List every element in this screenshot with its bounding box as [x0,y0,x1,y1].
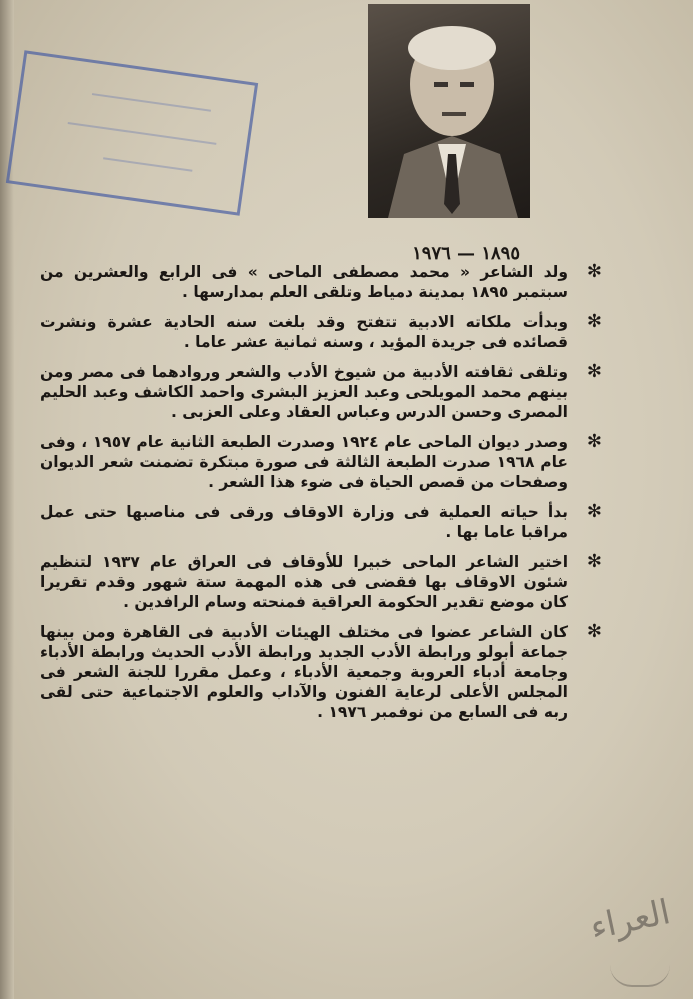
bio-item [40,501,602,542]
bio-text: كان الشاعر عضوا فى مختلف الهيئات الأدبية فى القاهرة ومن بينها جماعة أبولو ورابطة الأدب الجديد ورابطة الأدب الحديث ورابطة الأدباء وجامعة أدباء العروبة وجمعية الأدباء ، وعمل مقررا للجنة الشعر فى المجلس الأعلى لرعاية الفنون والآداب والعلوم الاجتماعية حتى لقى ربه فى السابع من نوفمبر ١٩٧٦ . [40,623,568,721]
asterisk-icon: ✻ [586,621,602,642]
handwritten-note: العراء [586,892,674,948]
bio-text: اختير الشاعر الماحى خبيرا للأوقاف فى العراق عام ١٩٣٧ لتنظيم شئون الاوقاف بها فقضى فى هذه المهمة ستة شهور وقدم تقريرا كان موضع تقدير الحكومة العراقية فمنحته وسام الرافدين . [40,553,569,611]
biography [40,261,602,732]
bio-text: وتلقى ثقافته الأدبية من شيوخ الأدب والشعر وروادهما فى مصر ومن بينهم محمد المويلحى وعبد العزيز البشرى واحمد الكاشف وعبد الحليم المصرى وحسن الدرس وعباس العقاد وعلى العزبى . [40,363,568,421]
bio-item [40,311,602,352]
bio-item [40,261,602,302]
bio-text: وبدأت ملكاته الادبية تتفتح وقد بلغت سنه الحادية عشرة ونشرت قصائده فى جريدة المؤيد ، وسنه ثمانية عشر عاما . [40,313,568,351]
library-stamp [6,50,258,216]
bio-item [40,621,602,722]
years-heading: ١٨٩٥ — ١٩٧٦ [412,243,520,264]
portrait-photo [368,4,530,218]
bio-item [40,361,602,422]
handwritten-mark [610,965,670,987]
bio-item [40,551,602,612]
bio-item [40,431,602,492]
bio-text: وصدر ديوان الماحى عام ١٩٢٤ وصدرت الطبعة الثانية عام ١٩٥٧ ، وفى عام ١٩٦٨ صدرت الطبعة الثالثة فى صورة مبتكرة تضمنت شعر الديوان وصفحات من قصص الحياة فى ضوء هذا الشعر . [40,433,568,491]
asterisk-icon: ✻ [586,501,602,522]
asterisk-icon: ✻ [586,361,602,382]
asterisk-icon: ✻ [586,311,602,332]
bio-text: ولد الشاعر « محمد مصطفى الماحى » فى الرابع والعشرين من سبتمبر ١٨٩٥ بمدينة دمياط وتلقى العلم بمدارسها . [40,263,568,301]
asterisk-icon: ✻ [586,431,602,452]
bio-text: بدأ حياته العملية فى وزارة الاوقاف ورقى فى مناصبها حتى عمل مراقبا عاما بها . [40,503,568,541]
asterisk-icon: ✻ [586,551,602,572]
asterisk-icon: ✻ [586,261,602,282]
